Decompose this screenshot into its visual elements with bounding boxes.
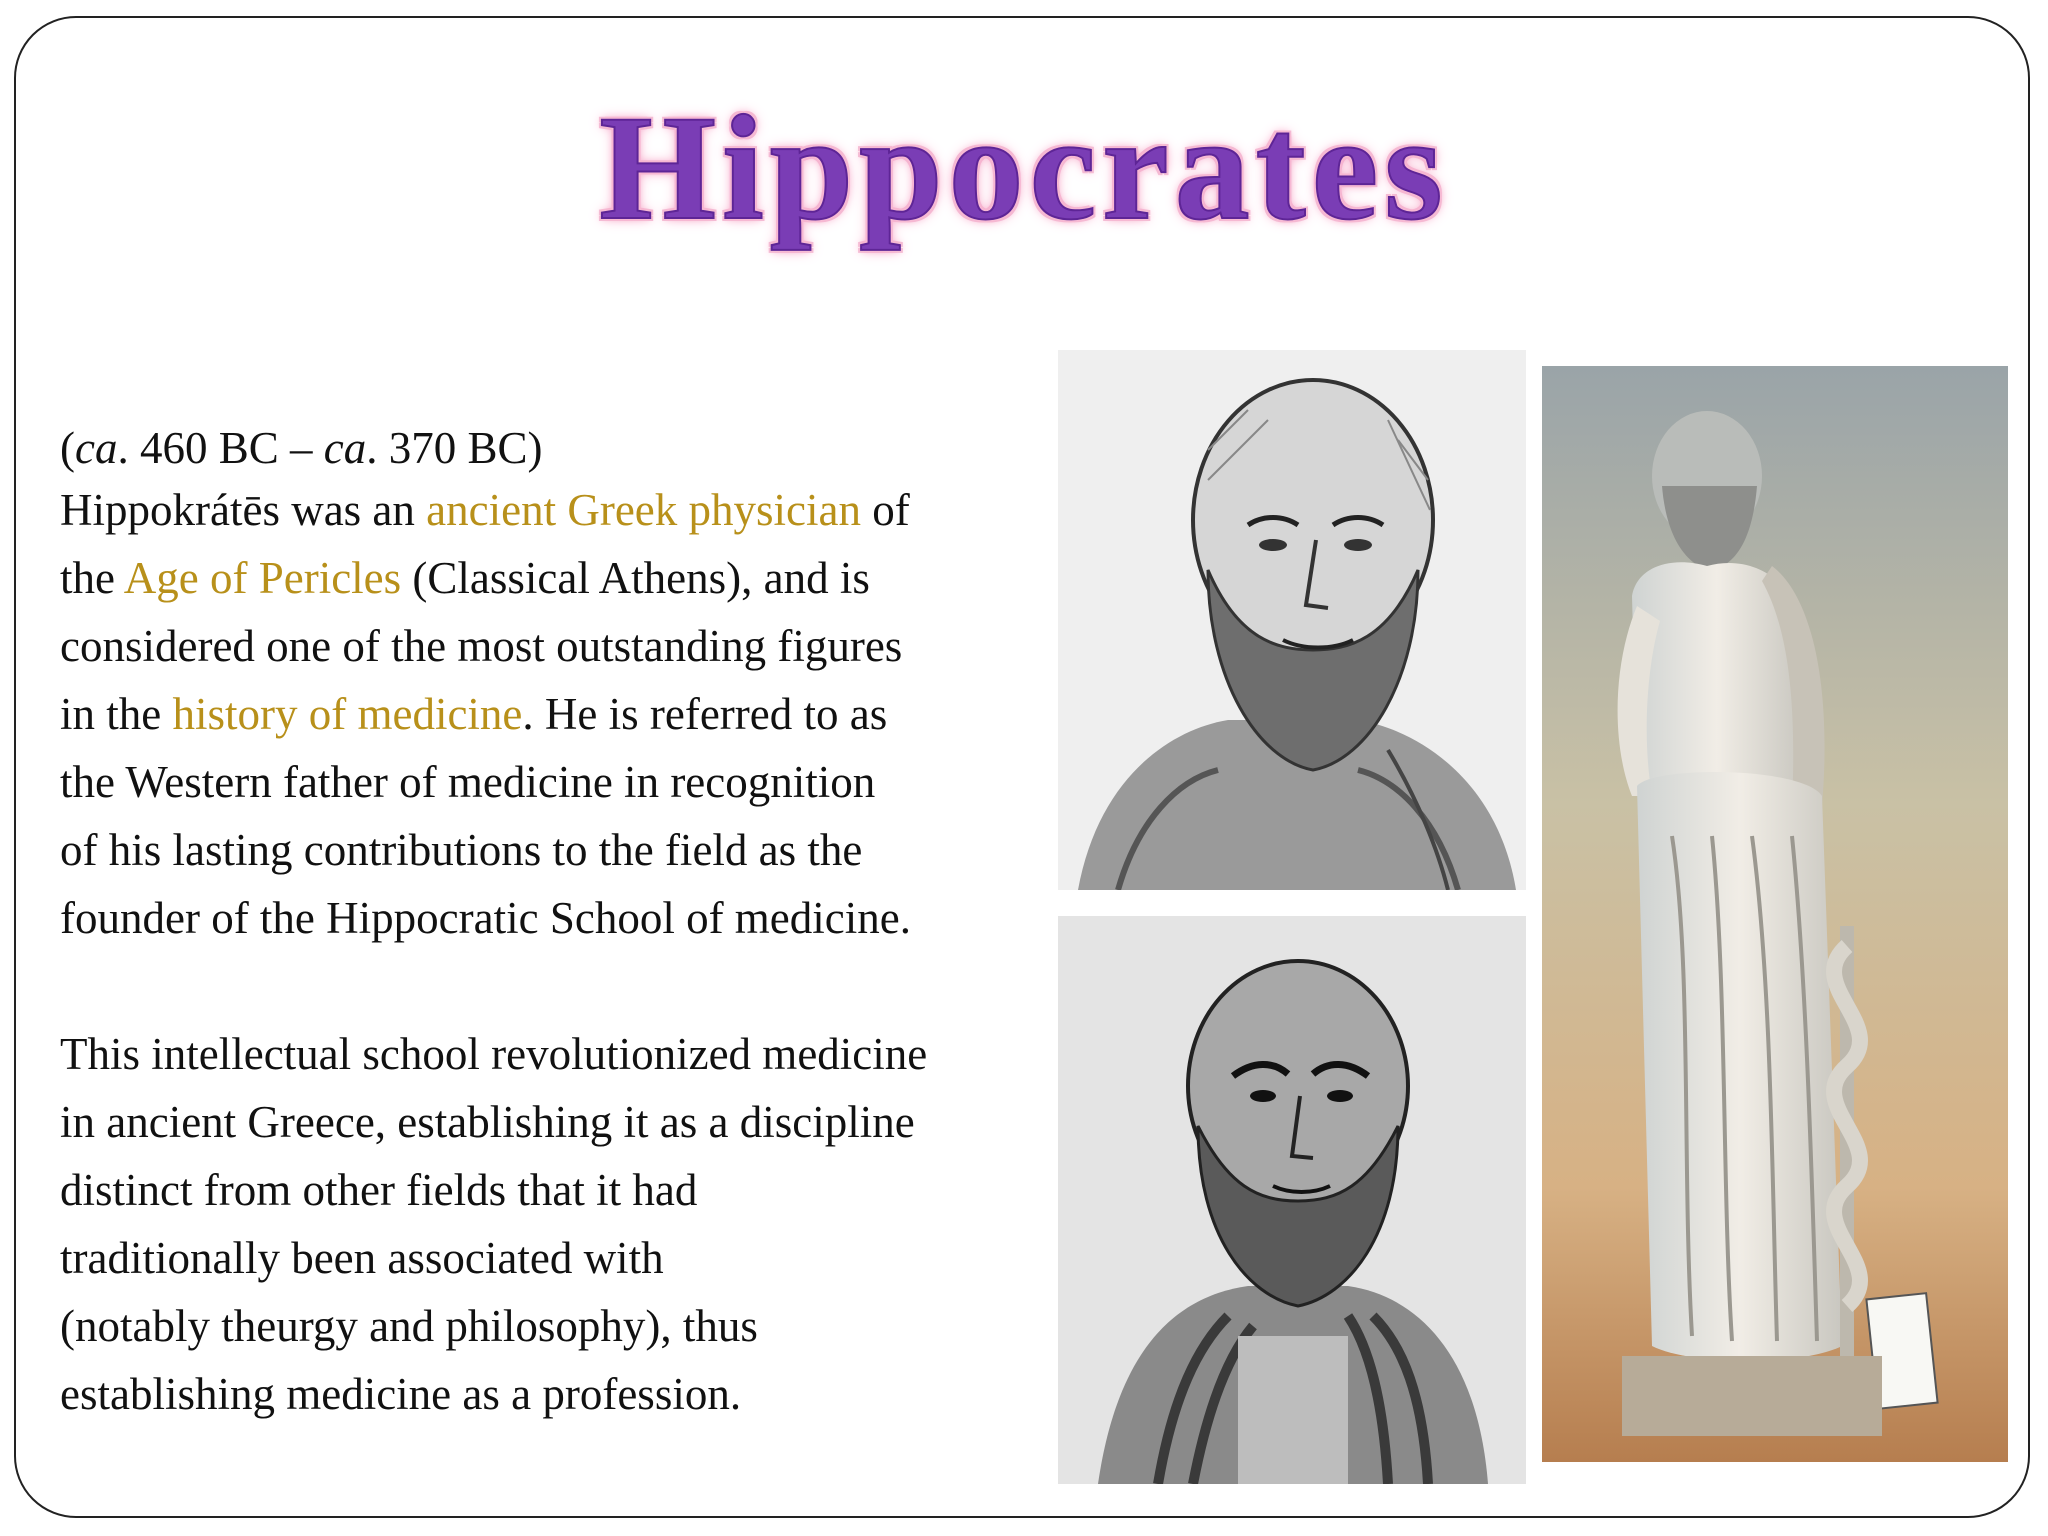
slide-title: Hippocrates [599, 85, 1449, 251]
para1-line: founder of the Hippocratic School of medicine. [60, 893, 911, 943]
para1-line: in the history of medicine. He is referred to as [60, 689, 888, 739]
para2-line: establishing medicine as a profession. [60, 1369, 742, 1419]
link-history-of-medicine[interactable]: history of medicine [172, 689, 523, 739]
para1-line: Hippokrátēs was an ancient Greek physician of [60, 485, 910, 535]
hippocrates-statue-photo [1542, 366, 2008, 1462]
para2-line: distinct from other fields that it had [60, 1165, 698, 1215]
bust-illustration [1058, 916, 1526, 1484]
link-age-of-pericles[interactable]: Age of Pericles [123, 553, 402, 603]
para2-line: traditionally been associated with [60, 1233, 664, 1283]
hippocrates-bust-image [1058, 916, 1526, 1484]
dates-line: (ca. 460 BC – ca. 370 BC) [60, 423, 543, 473]
statue-illustration [1542, 366, 2008, 1462]
engraving-illustration [1058, 350, 1526, 890]
link-ancient-greek-physician[interactable]: ancient Greek physician [426, 485, 861, 535]
para2-line: This intellectual school revolutionized medicine [60, 1029, 928, 1079]
hippocrates-engraving-image [1058, 350, 1526, 890]
para1-line: of his lasting contributions to the field as the [60, 825, 863, 875]
paragraph-spacer [60, 952, 1046, 1020]
para2-line: (notably theurgy and philosophy), thus [60, 1301, 758, 1351]
para1-line: the Age of Pericles (Classical Athens), and is [60, 553, 870, 603]
para1-line: considered one of the most outstanding figures [60, 621, 903, 671]
para1-line: the Western father of medicine in recognition [60, 757, 876, 807]
body-text [60, 420, 1046, 1428]
para2-line: in ancient Greece, establishing it as a discipline [60, 1097, 915, 1147]
